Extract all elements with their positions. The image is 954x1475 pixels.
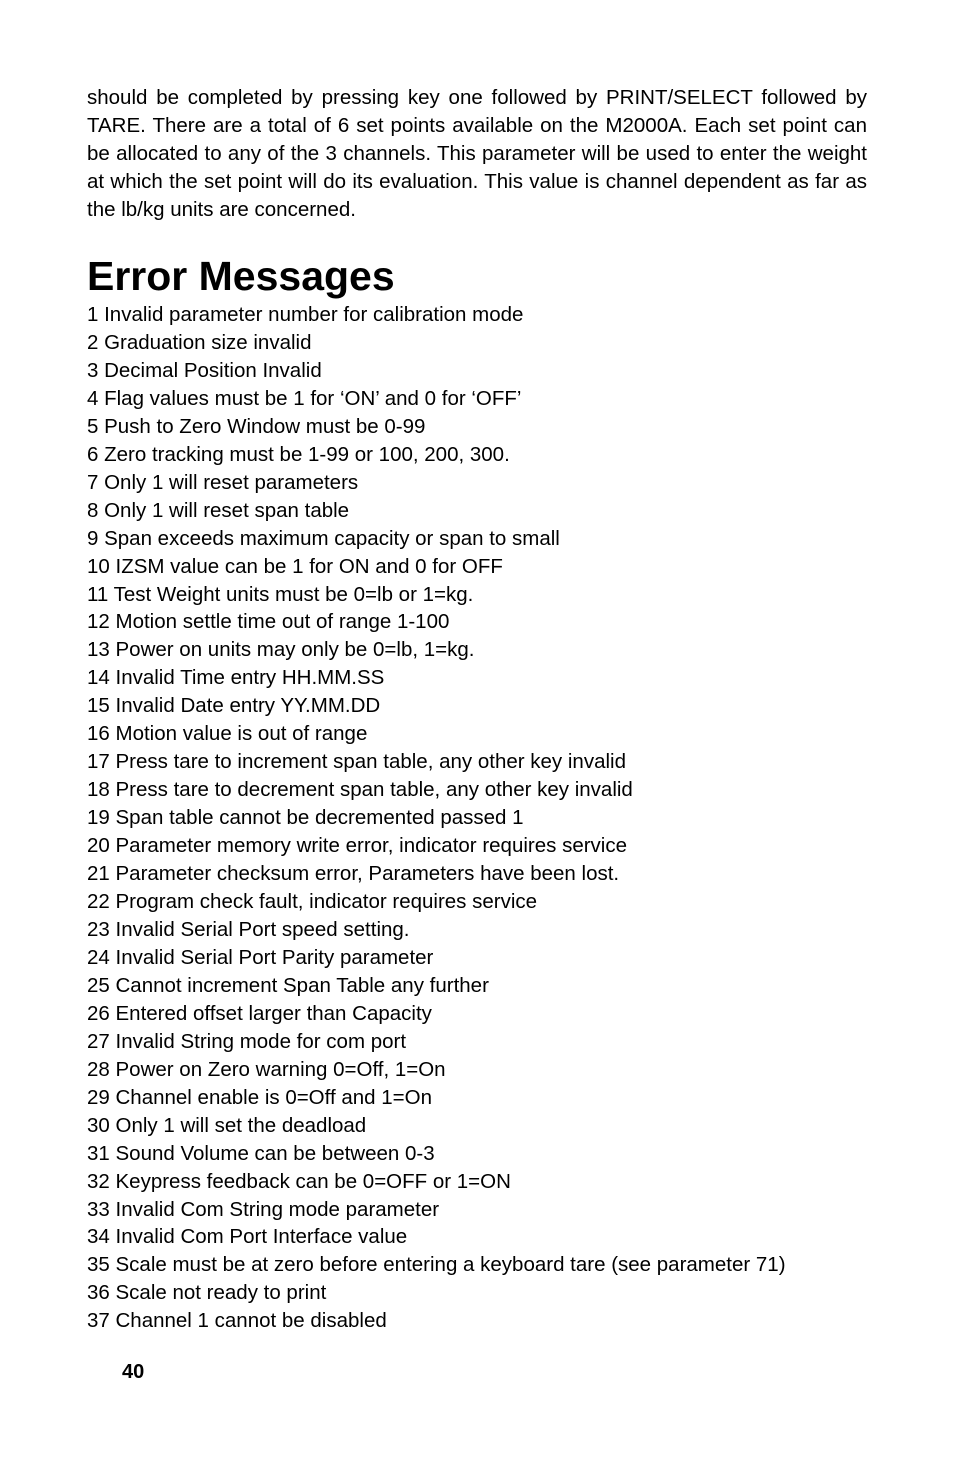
error-message-item: 16 Motion value is out of range bbox=[87, 722, 368, 746]
error-message-item: 4 Flag values must be 1 for ‘ON’ and 0 for ‘OFF’ bbox=[87, 386, 522, 410]
intro-paragraph: should be completed by pressing key one followed by PRINT/SELECT followed by TARE. There are a total of 6 set points available on the M2000A. Each set point can be allocated to any of the 3 channels. This parameter will be used to enter the weight at which the set point will do its evaluation. This value is channel dependent as far as the lb/kg units are concerned. bbox=[87, 86, 867, 221]
error-message-item: 36 Scale not ready to print bbox=[87, 1281, 327, 1305]
error-message-item: 15 Invalid Date entry YY.MM.DD bbox=[87, 694, 381, 718]
error-message-item: 10 IZSM value can be 1 for ON and 0 for OFF bbox=[87, 554, 503, 578]
error-message-item: 6 Zero tracking must be 1-99 or 100, 200, 300. bbox=[87, 442, 510, 466]
error-message-item: 1 Invalid parameter number for calibration mode bbox=[87, 303, 524, 326]
error-message-item: 21 Parameter checksum error, Parameters have been lost. bbox=[87, 862, 620, 886]
error-message-item: 32 Keypress feedback can be 0=OFF or 1=ON bbox=[87, 1169, 511, 1193]
error-message-item: 28 Power on Zero warning 0=Off, 1=On bbox=[87, 1057, 446, 1081]
page-number: 40 bbox=[122, 1361, 145, 1383]
error-message-item: 18 Press tare to decrement span table, any other key invalid bbox=[87, 778, 633, 802]
error-message-item: 31 Sound Volume can be between 0-3 bbox=[87, 1141, 435, 1165]
error-message-item: 3 Decimal Position Invalid bbox=[87, 358, 322, 382]
error-message-item: 9 Span exceeds maximum capacity or span to small bbox=[87, 526, 560, 550]
error-message-item: 29 Channel enable is 0=Off and 1=On bbox=[87, 1085, 432, 1109]
error-message-item: 11 Test Weight units must be 0=lb or 1=kg. bbox=[87, 582, 474, 606]
error-message-item: 2 Graduation size invalid bbox=[87, 330, 312, 354]
error-message-item: 12 Motion settle time out of range 1-100 bbox=[87, 610, 450, 634]
error-message-item: 14 Invalid Time entry HH.MM.SS bbox=[87, 666, 385, 690]
error-message-item: 5 Push to Zero Window must be 0-99 bbox=[87, 414, 426, 438]
error-message-item: 26 Entered offset larger than Capacity bbox=[87, 1001, 432, 1025]
error-message-item: 17 Press tare to increment span table, any other key invalid bbox=[87, 750, 626, 774]
error-message-item: 37 Channel 1 cannot be disabled bbox=[87, 1309, 387, 1333]
error-message-item: 7 Only 1 will reset parameters bbox=[87, 470, 359, 494]
error-message-item: 20 Parameter memory write error, indicator requires service bbox=[87, 834, 628, 858]
error-message-item: 25 Cannot increment Span Table any further bbox=[87, 973, 489, 997]
error-message-item: 27 Invalid String mode for com port bbox=[87, 1029, 407, 1053]
error-message-item: 13 Power on units may only be 0=lb, 1=kg. bbox=[87, 638, 475, 662]
error-message-item: 34 Invalid Com Port Interface value bbox=[87, 1225, 408, 1249]
error-message-item: 19 Span table cannot be decremented passed 1 bbox=[87, 806, 524, 830]
error-messages-list bbox=[87, 301, 887, 1335]
error-message-item: 22 Program check fault, indicator requires service bbox=[87, 890, 538, 914]
error-message-item: 35 Scale must be at zero before entering a keyboard tare (see parameter 71) bbox=[87, 1253, 786, 1277]
section-heading: Error Messages bbox=[87, 253, 395, 299]
error-message-item: 23 Invalid Serial Port speed setting. bbox=[87, 917, 410, 941]
error-message-item: 33 Invalid Com String mode parameter bbox=[87, 1197, 440, 1221]
error-message-item: 24 Invalid Serial Port Parity parameter bbox=[87, 945, 434, 969]
error-message-item: 8 Only 1 will reset span table bbox=[87, 498, 350, 522]
error-message-item: 30 Only 1 will set the deadload bbox=[87, 1113, 367, 1137]
